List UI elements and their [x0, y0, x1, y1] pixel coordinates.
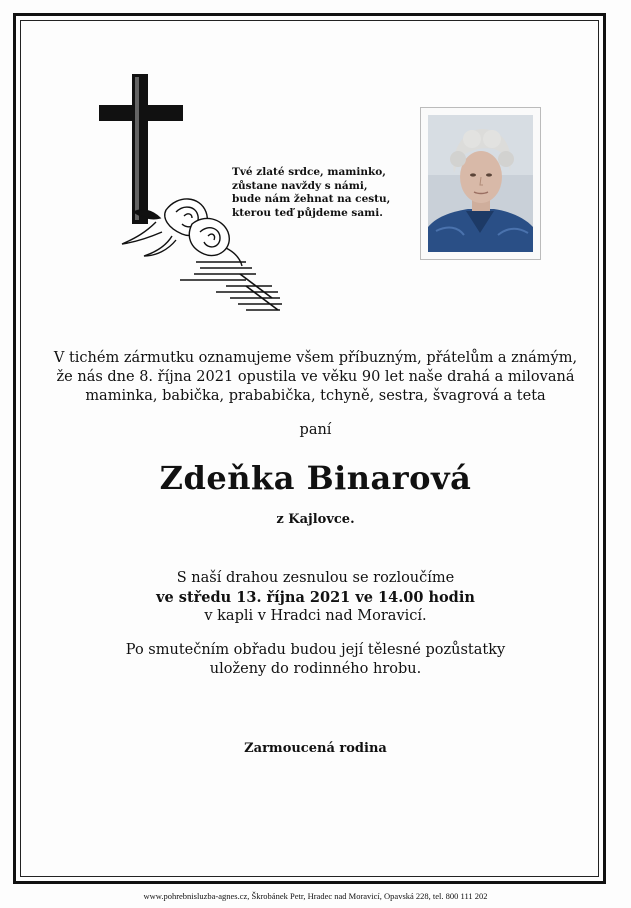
farewell-details	[0, 569, 631, 626]
honorific: paní	[299, 422, 332, 438]
funeral-service-footer: www.pohrebnisluzba-agnes.cz, Škrobánek Petr, Hradec nad Moravicí, Opavská 228, tel. 800 111 202	[143, 891, 488, 901]
farewell-line: S naší drahou zesnulou se rozloučíme	[176, 570, 455, 586]
portrait-photo-frame	[420, 107, 541, 260]
farewell-location: v kapli v Hradci nad Moravicí.	[204, 608, 427, 624]
deceased-name: Zdeňka Binarová	[159, 459, 472, 497]
announcement-line: maminka, babička, prababička, tchyně, sestra, švagrová a teta	[85, 388, 546, 404]
verse-line: Tvé zlaté srdce, maminko,	[232, 166, 386, 178]
announcement-line: že nás dne 8. října 2021 opustila ve věku 90 let naše drahá a milovaná	[56, 369, 575, 385]
burial-line: uloženy do rodinného hrobu.	[209, 661, 422, 677]
announcement-text	[0, 349, 631, 406]
portrait-photo	[428, 115, 533, 252]
signature: Zarmoucená rodina	[244, 741, 387, 756]
memorial-verse	[232, 166, 391, 220]
burial-note	[0, 641, 631, 679]
verse-line: bude nám žehnat na cestu,	[232, 193, 391, 205]
elderly-woman-portrait-icon	[428, 115, 533, 252]
farewell-date-time: ve středu 13. října 2021 ve 14.00 hodin	[156, 589, 475, 606]
verse-line: zůstane navždy s námi,	[232, 179, 368, 192]
announcement-line: V tichém zármutku oznamujeme všem příbuzným, přátelům a známým,	[53, 350, 578, 366]
verse-line: kterou teď půjdeme sami.	[232, 206, 383, 219]
burial-line: Po smutečním obřadu budou její tělesné pozůstatky	[125, 642, 506, 658]
origin-place: z Kajlovce.	[276, 512, 355, 527]
